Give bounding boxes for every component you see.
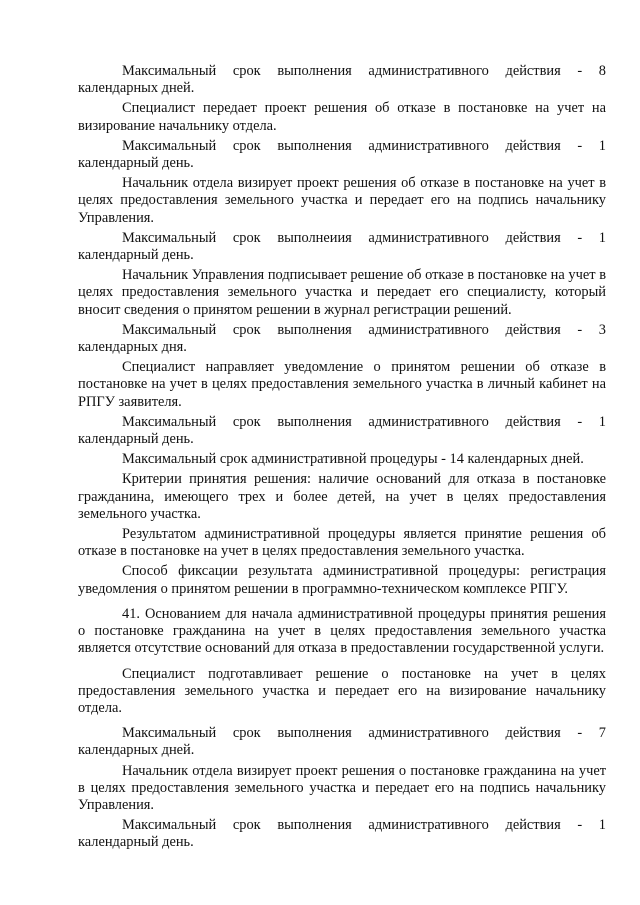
paragraph: Максимальный срок выполнения административного действия - 1 календарный день. [78,817,606,851]
paragraph: Максимальный срок выполнеиия административного действия - 1 календарный день. [78,229,606,264]
paragraph: Максимальный срок выполнения административного действия - 7 календарных дней. [78,725,606,759]
document-page [78,63,606,852]
paragraph: Максимальный срок выполнения административного действия - 1 календарный день. [78,137,606,172]
paragraph: Начальник отдела визирует проект решения о постановке гражданина на учет в целях предоставления земельного участка и передает его на подпись начальнику Управления. [78,762,606,813]
paragraph: Критерии принятия решения: наличие оснований для отказа в постановке гражданина, имеющего трех и более детей, на учет в целях предоставления земельного участка. [78,471,606,522]
paragraph: Специалист подготавливает решение о постановке на учет в целях предоставления земельного участка и передает его на визирование начальнику отдела. [78,665,606,716]
paragraph: Максимальный срок выполнения административного действия - 8 календарных дней. [78,63,606,97]
paragraph: Максимальный срок выполнения административного действия - 3 календарных дня. [78,321,606,356]
paragraph: Максимальный срок административной процедуры - 14 календарных дней. [122,451,584,468]
paragraph: 41. Основанием для начала административной процедуры принятия решения о постановке гражданина на учет в целях предоставления земельного участка является отсутствие оснований для отказа в предоставлении государственной услуги. [78,605,606,657]
paragraph: Результатом административной процедуры является принятие решения об отказе в постановке на учет в целях предоставления земельного участка. [78,526,606,560]
paragraph: Способ фиксации результата административной процедуры: регистрация уведомления о принятом решении в программно-техническом комплексе РПГУ. [78,563,606,597]
paragraph: Начальник Управления подписывает решение об отказе в постановке на учет в целях предоставления земельного участка и передает его специалисту, который вносит сведения о принятом решении в журнал регистрации решений. [78,267,606,318]
paragraph: Специалист передает проект решения об отказе в постановке на учет на визирование начальнику отдела. [78,100,606,134]
paragraph: Начальник отдела визирует проект решения об отказе в постановке на учет в целях предоставления земельного участка и передает его на подпись начальнику Управления. [78,175,606,226]
paragraph: Максимальный срок выполнения административного действия - 1 календарный день. [78,413,606,448]
paragraph: Специалист направляет уведомление о принятом решении об отказе в постановке на учет в целях предоставления земельного участка в личный кабинет на РПГУ заявителя. [78,359,606,410]
